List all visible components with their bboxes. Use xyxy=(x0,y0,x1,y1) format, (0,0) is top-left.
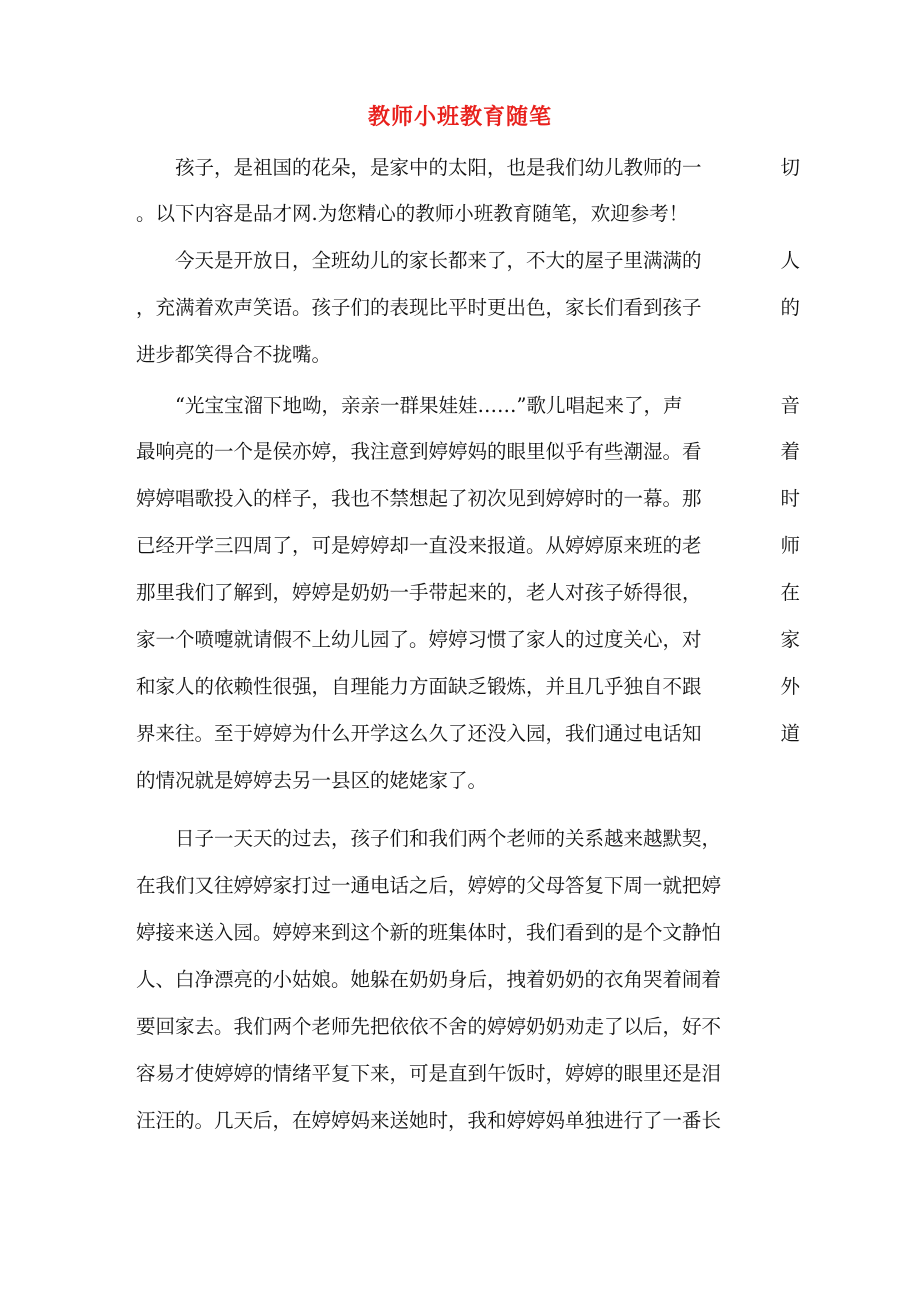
line-text: 婷婷唱歌投入的样子，我也不禁想起了初次见到婷婷时的一幕。那 xyxy=(136,487,702,510)
line-tail: 外 xyxy=(780,675,800,698)
text-line xyxy=(136,247,800,275)
line-tail: 在 xyxy=(780,581,800,604)
line-tail: 家 xyxy=(780,628,800,651)
line-text: 那里我们了解到，婷婷是奶奶一手带起来的，老人对孩子娇得很， xyxy=(136,581,702,604)
line-text: 进步都笑得合不拢嘴。 xyxy=(136,343,332,366)
text-line xyxy=(136,392,800,420)
line-tail: 切 xyxy=(780,156,800,179)
text-line xyxy=(136,626,800,654)
line-tail: 音 xyxy=(780,394,800,417)
line-text: 容易才使婷婷的情绪平复下来，可是直到午饭时，婷婷的眼里还是泪 xyxy=(136,1062,722,1085)
text-line xyxy=(136,673,800,701)
line-text: 和家人的依赖性很强，自理能力方面缺乏锻炼，并且几乎独自不跟 xyxy=(136,675,702,698)
text-line xyxy=(136,872,800,900)
text-line xyxy=(136,1107,800,1135)
page-title: 教师小班教育随笔 xyxy=(367,104,552,130)
line-text: ，充满着欢声笑语。孩子们的表现比平时更出色，家长们看到孩子 xyxy=(136,296,702,319)
line-text: 要回家去。我们两个老师先把依依不舍的婷婷奶奶劝走了以后，好不 xyxy=(136,1015,722,1038)
line-text: 婷接来送入园。婷婷来到这个新的班集体时，我们看到的是个文静怕 xyxy=(136,921,722,944)
line-text: 今天是开放日，全班幼儿的家长都来了，不大的屋子里满满的 xyxy=(136,249,702,272)
line-tail: 人 xyxy=(780,249,800,272)
line-tail: 时 xyxy=(780,487,800,510)
text-line xyxy=(136,485,800,513)
text-line xyxy=(136,825,800,853)
line-text: 的情况就是婷婷去另一县区的姥姥家了。 xyxy=(136,769,488,792)
line-text: 人、白净漂亮的小姑娘。她躲在奶奶身后，拽着奶奶的衣角哭着闹着 xyxy=(136,968,722,991)
text-line xyxy=(136,200,800,228)
line-text: 在我们又往婷婷家打过一通电话之后，婷婷的父母答复下周一就把婷 xyxy=(136,874,722,897)
line-text: 孩子，是祖国的花朵，是家中的太阳，也是我们幼儿教师的一 xyxy=(136,156,702,179)
text-line xyxy=(136,579,800,607)
text-line xyxy=(136,720,800,748)
text-line xyxy=(136,966,800,994)
text-line xyxy=(136,154,800,182)
text-line xyxy=(136,767,800,795)
text-line xyxy=(136,1013,800,1041)
line-text: 。以下内容是品才网.为您精心的教师小班教育随笔，欢迎参考！ xyxy=(136,202,689,225)
line-text: 最响亮的一个是侯亦婷，我注意到婷婷妈的眼里似乎有些潮湿。看 xyxy=(136,440,702,463)
line-tail: 的 xyxy=(780,296,800,319)
text-line xyxy=(136,294,800,322)
text-line xyxy=(136,341,800,369)
text-line xyxy=(136,438,800,466)
line-text: 汪汪的。几天后，在婷婷妈来送她时，我和婷婷妈单独进行了一番长 xyxy=(136,1109,722,1132)
line-text: 界来往。至于婷婷为什么开学这么久了还没入园，我们通过电话知 xyxy=(136,722,702,745)
line-text: 日子一天天的过去，孩子们和我们两个老师的关系越来越默契， xyxy=(136,827,722,850)
text-line xyxy=(136,919,800,947)
line-tail: 着 xyxy=(780,440,800,463)
text-line xyxy=(136,532,800,560)
line-tail: 道 xyxy=(780,722,800,745)
line-tail: 师 xyxy=(780,534,800,557)
text-line xyxy=(136,1060,800,1088)
line-text: “光宝宝溜下地呦，亲亲一群果娃娃……”歌儿唱起来了，声 xyxy=(136,394,683,417)
line-text: 家一个喷嚏就请假不上幼儿园了。婷婷习惯了家人的过度关心，对 xyxy=(136,628,702,651)
line-text: 已经开学三四周了，可是婷婷却一直没来报道。从婷婷原来班的老 xyxy=(136,534,702,557)
